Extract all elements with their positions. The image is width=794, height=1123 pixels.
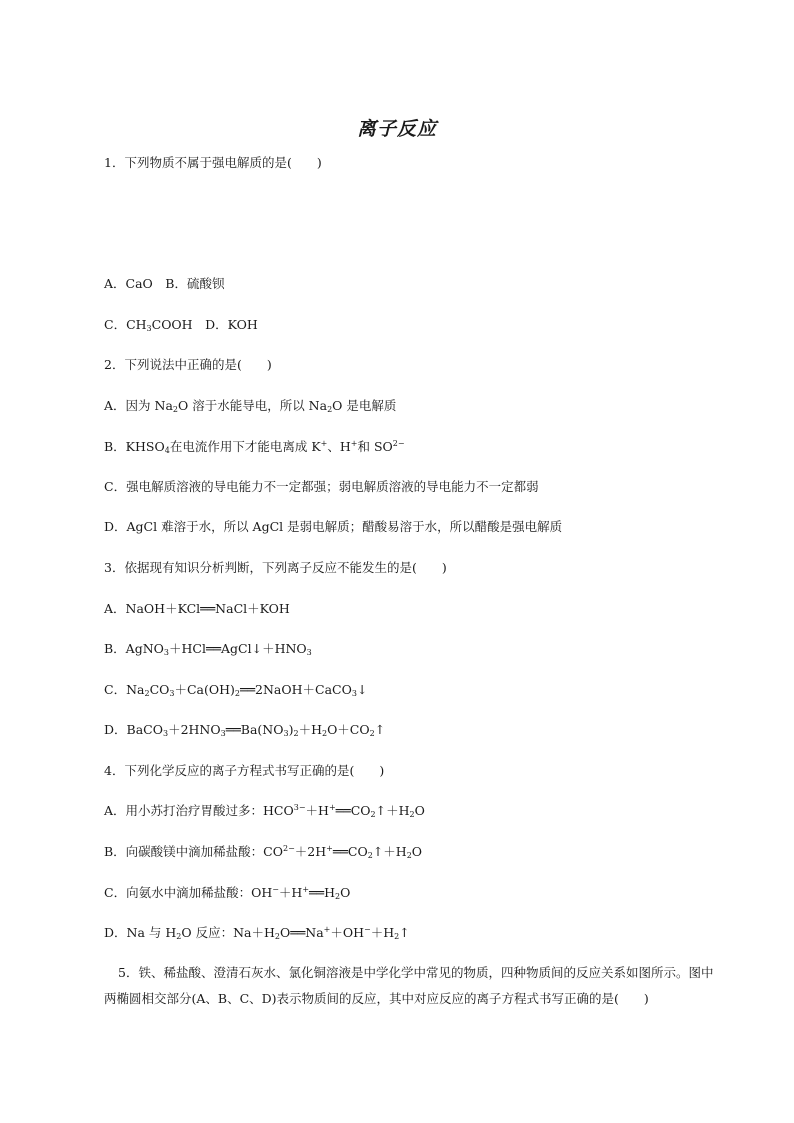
question-2-option-b: B．$KHSO_4$在电流作用下才能电离成 K+、H+和 $SO^{2-}$ [104, 439, 405, 455]
question-3-option-c: C．$Na_2CO_3+Ca(OH)_2══2NaOH+CaCO_3↓$ [104, 682, 368, 698]
question-2-option-d: D．AgCl 难溶于水，所以 AgCl 是弱电解质；醋酸易溶于水，所以醋酸是强电解质 [104, 519, 563, 534]
question-2-stem: 2．下列说法中正确的是( ) [104, 357, 272, 372]
question-3-option-d: D．$BaCO_3+2HNO_3══Ba(NO_3)_2+H_2O+CO_2↑$ [104, 722, 386, 738]
question-4-option-b: B．向碳酸镁中滴加稀盐酸：$CO^{2-}+2H^+══CO_2↑+H_2O$ [104, 844, 423, 860]
question-2-option-a: A．因为 $Na_2O$ 溶于水能导电，所以 $Na_2O$ 是电解质 [104, 398, 397, 414]
question-2-option-c: C．强电解质溶液的导电能力不一定都强；弱电解质溶液的导电能力不一定都弱 [104, 479, 539, 494]
question-4-option-d: D．Na 与 $H_2O$ 反应：$Na+H_2O══Na^++OH^-+H_2↑$ [104, 925, 410, 941]
question-4-stem: 4．下列化学反应的离子方程式书写正确的是( ) [104, 763, 385, 778]
question-1-options-ab: A．CaO B．硫酸钡 [104, 276, 225, 291]
question-3-option-a: A．NaOH＋KCl══NaCl＋KOH [104, 601, 290, 616]
question-1-options-cd: C．$CH_3COOH$ D．KOH [104, 317, 258, 333]
question-4-option-a: A．用小苏打治疗胃酸过多：$HCO^{3-}+H^+══CO_2↑+H_2O$ [104, 803, 425, 819]
question-3-stem: 3．依据现有知识分析判断，下列离子反应不能发生的是( ) [104, 560, 447, 575]
page-title: 离子反应 [356, 118, 437, 140]
question-4-option-c: C．向氨水中滴加稀盐酸：$OH^-+H^+══H_2O$ [104, 885, 351, 901]
question-5-stem: 5．铁、稀盐酸、澄清石灰水、氯化铜溶液是中学化学中常见的物质，四种物质间的反应关系如图所示。图中两椭圆相交部分(A、B、C、D)表示物质间的反应，其中对应反应的离子方程式书写正确的是( ) [104, 965, 714, 1006]
question-1-stem: 1．下列物质不属于强电解质的是( ) [104, 155, 322, 170]
question-3-option-b: B．$AgNO_3+HCl══AgCl↓+HNO_3$ [104, 641, 312, 657]
